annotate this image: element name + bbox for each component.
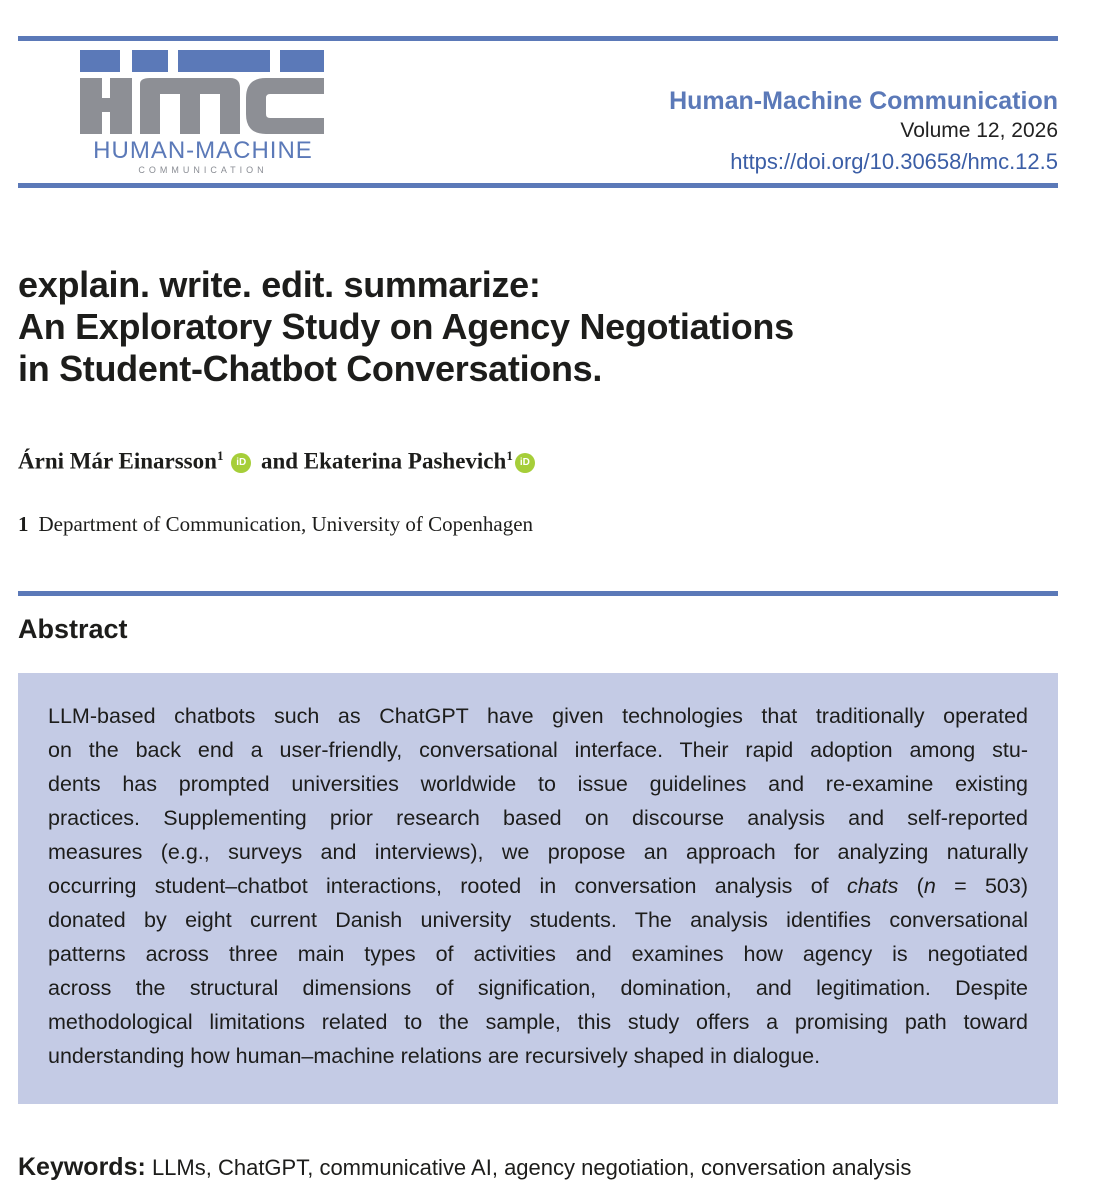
logo-subtitle: COMMUNICATION bbox=[138, 165, 268, 175]
abstract-sample-size: = 503) bbox=[935, 874, 1028, 898]
top-rule bbox=[18, 36, 1058, 41]
abstract-line: donated by eight current Danish university students. The analysis identifies conversational bbox=[48, 908, 1028, 932]
abstract-italic-chats: chats bbox=[846, 874, 899, 898]
abstract-line-text: occurring student–chatbot interactions, rooted in conversation analysis of bbox=[48, 874, 847, 898]
paper-title bbox=[18, 264, 1058, 390]
author-affiliation-mark: 1 bbox=[216, 448, 224, 463]
doi-link[interactable]: https://doi.org/10.30658/hmc.12.5 bbox=[730, 149, 1058, 174]
keywords bbox=[18, 1153, 911, 1182]
hmc-logo-mark bbox=[80, 50, 326, 138]
orcid-icon[interactable]: iD bbox=[515, 453, 535, 473]
affiliation-text: Department of Communication, University of Copenhagen bbox=[38, 512, 534, 536]
journal-name: Human-Machine Communication bbox=[669, 87, 1058, 115]
abstract-line: on the back end a user-friendly, conversational interface. Their rapid adoption among stu- bbox=[48, 738, 1028, 762]
keywords-label: Keywords: bbox=[18, 1153, 146, 1181]
abstract-heading: Abstract bbox=[18, 614, 128, 644]
abstract-paren-open: ( bbox=[898, 874, 924, 898]
header-rule bbox=[18, 183, 1058, 188]
abstract-line: dents has prompted universities worldwide to issue guidelines and re-examine existing bbox=[48, 772, 1028, 796]
journal-header bbox=[669, 86, 1058, 178]
orcid-icon[interactable]: iD bbox=[231, 453, 251, 473]
title-line-2: An Exploratory Study on Agency Negotiations bbox=[18, 306, 794, 347]
abstract-line bbox=[48, 869, 1028, 903]
abstract-line: across the structural dimensions of signification, domination, and legitimation. Despite bbox=[48, 976, 1028, 1000]
keywords-text: LLMs, ChatGPT, communicative AI, agency negotiation, conversation analysis bbox=[151, 1155, 912, 1180]
title-line-1: explain. write. edit. summarize: bbox=[18, 264, 541, 305]
hmc-logo bbox=[80, 50, 326, 178]
author-connector: and bbox=[260, 448, 299, 474]
author-name: Ekaterina Pashevich bbox=[303, 448, 507, 474]
abstract-rule bbox=[18, 591, 1058, 596]
logo-name: HUMAN-MACHINE bbox=[93, 137, 313, 164]
abstract-text bbox=[48, 699, 1028, 1073]
abstract-line: LLM-based chatbots such as ChatGPT have given technologies that traditionally operated bbox=[48, 704, 1028, 728]
abstract-line: practices. Supplementing prior research based on discourse analysis and self-reported bbox=[48, 806, 1028, 830]
journal-volume: Volume 12, 2026 bbox=[900, 119, 1058, 142]
affiliation bbox=[18, 512, 533, 537]
abstract-italic-n: n bbox=[923, 874, 936, 898]
author-list bbox=[18, 448, 539, 475]
abstract-line: measures (e.g., surveys and interviews), we propose an approach for analyzing naturally bbox=[48, 840, 1028, 864]
abstract-line: patterns across three main types of activities and examines how agency is negotiated bbox=[48, 942, 1028, 966]
abstract-line: methodological limitations related to the sample, this study offers a promising path toward bbox=[48, 1010, 1028, 1034]
title-line-3: in Student-Chatbot Conversations. bbox=[18, 348, 603, 389]
affiliation-number: 1 bbox=[18, 512, 29, 536]
author-name: Árni Már Einarsson bbox=[18, 448, 217, 474]
author-affiliation-mark: 1 bbox=[506, 448, 513, 463]
abstract-line: understanding how human–machine relations are recursively shaped in dialogue. bbox=[48, 1044, 821, 1068]
abstract-box bbox=[18, 673, 1058, 1104]
